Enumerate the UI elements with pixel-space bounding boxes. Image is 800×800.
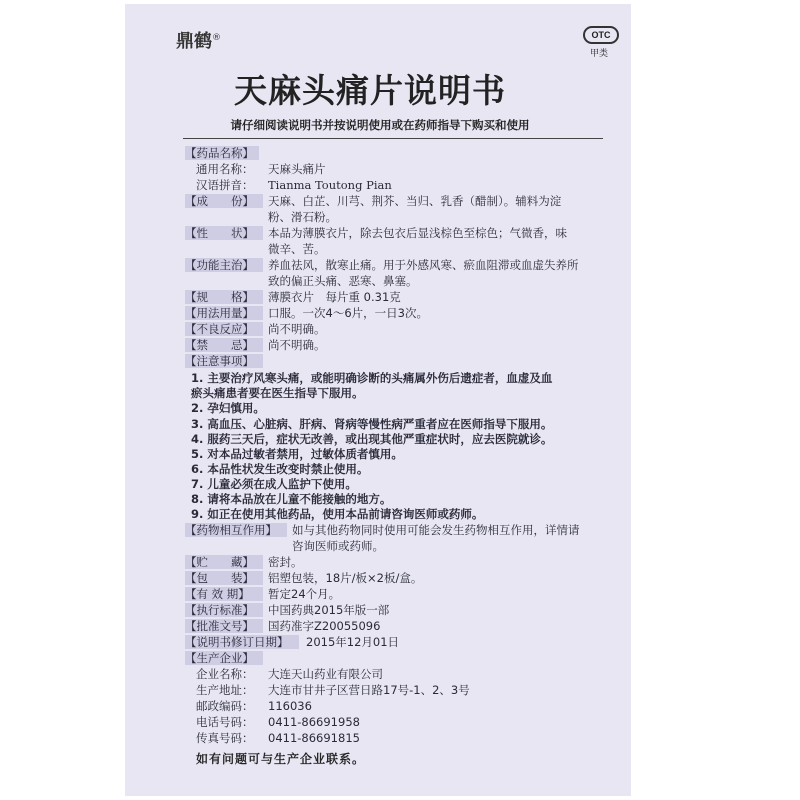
- address-value: 大连市甘井子区营日路17号-1、2、3号: [268, 683, 470, 697]
- pinyin-value: Tianma Toutong Pian: [268, 178, 392, 192]
- interactions-label: 【药物相互作用】: [185, 523, 287, 537]
- document-subtitle: 请仔细阅读说明书并按说明使用或在药师指导下购买和使用: [230, 118, 530, 132]
- precaution-item: 6. 本品性状发生改变时禁止使用。: [191, 462, 369, 476]
- indications-line-1: 养血祛风，散寒止痛。用于外感风寒、瘀血阻滞或血虚失养所: [268, 258, 579, 272]
- precaution-item: 3. 高血压、心脏病、肝病、肾病等慢性病严重者应在医师指导下服用。: [191, 417, 553, 431]
- storage-label: 【贮 藏】: [185, 555, 263, 569]
- dosage-label: 【用法用量】: [185, 306, 263, 320]
- precaution-item: 8. 请将本品放在儿童不能接触的地方。: [191, 492, 392, 506]
- company-value: 大连天山药业有限公司: [268, 667, 383, 681]
- drug-name-header: 【药品名称】: [185, 146, 259, 160]
- indications-label: 【功能主治】: [185, 258, 263, 272]
- contact-footer-note: 如有问题可与生产企业联系。: [196, 752, 366, 766]
- otc-badge: OTC: [583, 26, 619, 44]
- standard-label: 【执行标准】: [185, 603, 263, 617]
- approval-label: 【批准文号】: [185, 619, 263, 633]
- brand-logo: [176, 27, 221, 53]
- phone-value: 0411-86691958: [268, 715, 360, 729]
- storage-value: 密封。: [268, 555, 303, 569]
- ingredients-line-2: 粉、滑石粉。: [268, 210, 337, 224]
- fax-value: 0411-86691815: [268, 731, 360, 745]
- ingredients-label: 【成 份】: [185, 194, 263, 208]
- description-line-2: 微辛、苦。: [268, 242, 326, 256]
- precaution-item: 9. 如正在使用其他药品，使用本品前请咨询医师或药师。: [191, 507, 484, 521]
- generic-name-value: 天麻头痛片: [268, 162, 326, 176]
- otc-class-label: 甲类: [590, 49, 609, 59]
- company-label: 企业名称：: [196, 667, 254, 681]
- contraindications-value: 尚不明确。: [268, 338, 326, 352]
- postcode-label: 邮政编码：: [196, 699, 254, 713]
- generic-name-label: 通用名称：: [196, 162, 254, 176]
- specification-value: 薄膜衣片 每片重 0.31克: [268, 290, 401, 304]
- precaution-item: 2. 孕妇慎用。: [191, 401, 265, 415]
- title-divider: [183, 138, 603, 139]
- pinyin-label: 汉语拼音：: [196, 178, 254, 192]
- precaution-item: 4. 服药三天后，症状无改善，或出现其他严重症状时，应去医院就诊。: [191, 432, 553, 446]
- registered-mark: ®: [212, 33, 221, 43]
- address-label: 生产地址：: [196, 683, 254, 697]
- adverse-reactions-value: 尚不明确。: [268, 322, 326, 336]
- precaution-item: 5. 对本品过敏者禁用，过敏体质者慎用。: [191, 447, 403, 461]
- standard-value: 中国药典2015年版一部: [268, 603, 390, 617]
- revision-date-label: 【说明书修订日期】: [185, 635, 299, 649]
- document-title: 天麻头痛片说明书: [234, 71, 506, 110]
- package-label: 【包 装】: [185, 571, 263, 585]
- phone-label: 电话号码：: [196, 715, 254, 729]
- validity-value: 暂定24个月。: [268, 587, 341, 601]
- precautions-header: 【注意事项】: [185, 354, 263, 368]
- revision-date-value: 2015年12月01日: [306, 635, 400, 649]
- indications-line-2: 致的偏正头痛、恶寒、鼻塞。: [268, 274, 418, 288]
- fax-label: 传真号码：: [196, 731, 254, 745]
- description-label: 【性 状】: [185, 226, 263, 240]
- adverse-reactions-label: 【不良反应】: [185, 322, 263, 336]
- postcode-value: 116036: [268, 699, 312, 713]
- contraindications-label: 【禁 忌】: [185, 338, 263, 352]
- interactions-line-1: 如与其他药物同时使用可能会发生药物相互作用，详情请: [292, 523, 580, 537]
- brand-name: 鼎鹤: [176, 31, 212, 52]
- dosage-value: 口服。一次4～6片，一日3次。: [268, 306, 428, 320]
- approval-value: 国药准字Z20055096: [268, 619, 381, 633]
- precaution-item: 7. 儿童必须在成人监护下使用。: [191, 477, 357, 491]
- package-value: 铝塑包装，18片/板×2板/盒。: [268, 571, 423, 585]
- manufacturer-header: 【生产企业】: [185, 651, 263, 665]
- description-line-1: 本品为薄膜衣片，除去包衣后显浅棕色至棕色；气微香，味: [268, 226, 567, 240]
- precaution-item: 1. 主要治疗风寒头痛，或能明确诊断的头痛属外伤后遗症者，血虚及血: [191, 371, 553, 385]
- specification-label: 【规 格】: [185, 290, 263, 304]
- interactions-line-2: 咨询医师或药师。: [292, 539, 384, 553]
- validity-label: 【有 效 期】: [185, 587, 263, 601]
- ingredients-line-1: 天麻、白芷、川芎、荆芥、当归、乳香（醋制）。辅料为淀: [268, 194, 562, 208]
- precaution-item: 瘀头痛患者要在医生指导下服用。: [191, 386, 364, 400]
